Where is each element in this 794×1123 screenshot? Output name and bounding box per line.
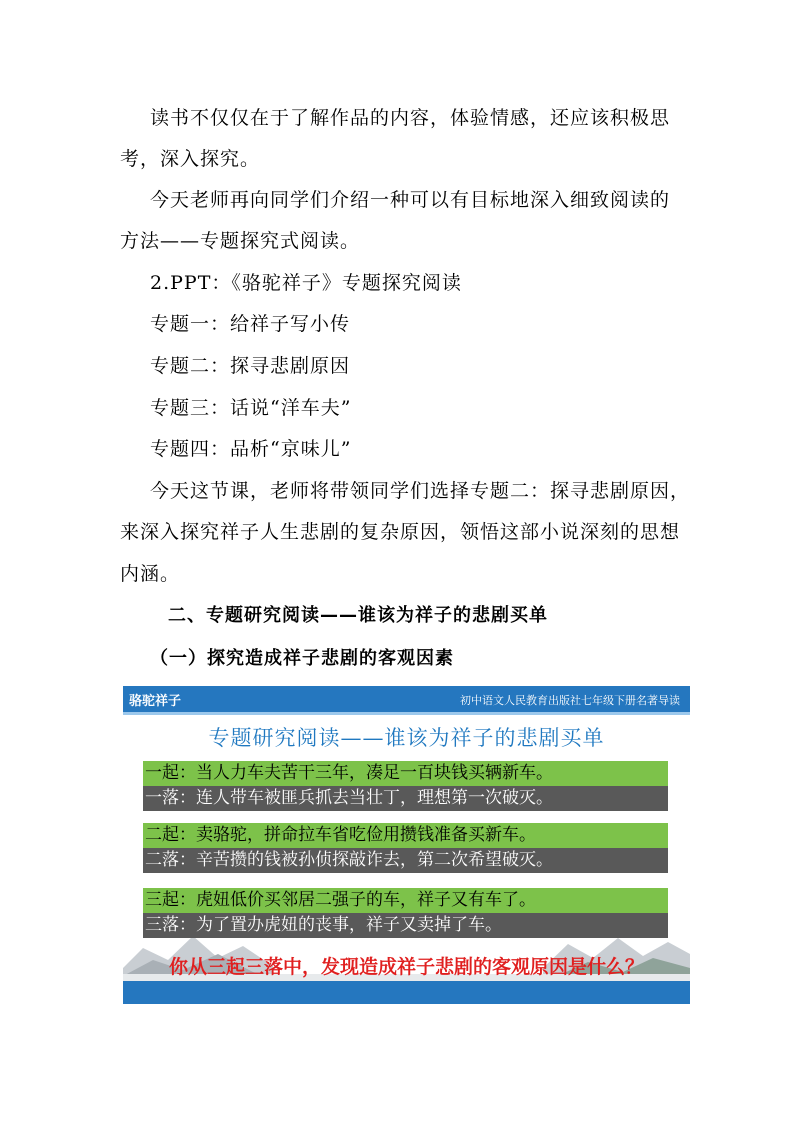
slide-question: 你从三起三落中，发现造成祥子悲剧的客观原因是什么？	[168, 956, 644, 978]
topic-item: 专题二：探寻悲剧原因	[150, 355, 351, 377]
slide-title: 专题研究阅读——谁该为祥子的悲剧买单	[208, 726, 605, 750]
section-heading: 二、专题研究阅读——谁该为祥子的悲剧买单	[168, 605, 548, 626]
fall-bar-3: 三落：为了置办虎妞的丧事，祥子又卖掉了车。	[143, 913, 668, 938]
slide-source: 初中语文人民教育出版社七年级下册名著导读	[460, 694, 680, 707]
paragraph-line: 今天这节课，老师将带领同学们选择专题二：探寻悲剧原因，	[150, 480, 691, 502]
topic-item: 专题四：品析“京味儿”	[150, 438, 352, 460]
paragraph-line: 来深入探究祥子人生悲剧的复杂原因，领悟这部小说深刻的思想	[120, 521, 681, 543]
slide-stripe	[123, 712, 690, 715]
rise-bar-3: 三起：虎妞低价买邻居二强子的车，祥子又有车了。	[143, 888, 668, 913]
slide-header	[123, 686, 690, 712]
paragraph-line: 今天老师再向同学们介绍一种可以有目标地深入细致阅读的	[150, 189, 671, 211]
topic-item: 专题一：给祥子写小传	[150, 313, 351, 335]
fall-bar-1: 一落：连人带车被匪兵抓去当壮丁，理想第一次破灭。	[143, 786, 668, 811]
paragraph-line: 读书不仅仅在于了解作品的内容，体验情感，还应该积极思	[150, 107, 671, 129]
paragraph-line: 2.PPT：《骆驼祥子》专题探究阅读	[150, 272, 462, 294]
subsection-heading: （一）探究造成祥子悲剧的客观因素	[150, 648, 454, 669]
ppt-slide-image	[123, 686, 690, 1004]
paragraph-line: 方法——专题探究式阅读。	[120, 230, 361, 252]
topic-item: 专题三：话说“洋车夫”	[150, 397, 352, 419]
rise-bar-1: 一起：当人力车夫苦干三年，凑足一百块钱买辆新车。	[143, 761, 668, 786]
paragraph-line: 内涵。	[120, 563, 181, 585]
rise-bar-2: 二起：卖骆驼，拼命拉车省吃俭用攒钱准备买新车。	[143, 823, 668, 848]
slide-brand: 骆驼祥子	[129, 694, 182, 709]
slide-footer	[123, 981, 690, 1004]
fall-bar-2: 二落：辛苦攒的钱被孙侦探敲诈去，第二次希望破灭。	[143, 848, 668, 873]
paragraph-line: 考，深入探究。	[120, 148, 261, 170]
